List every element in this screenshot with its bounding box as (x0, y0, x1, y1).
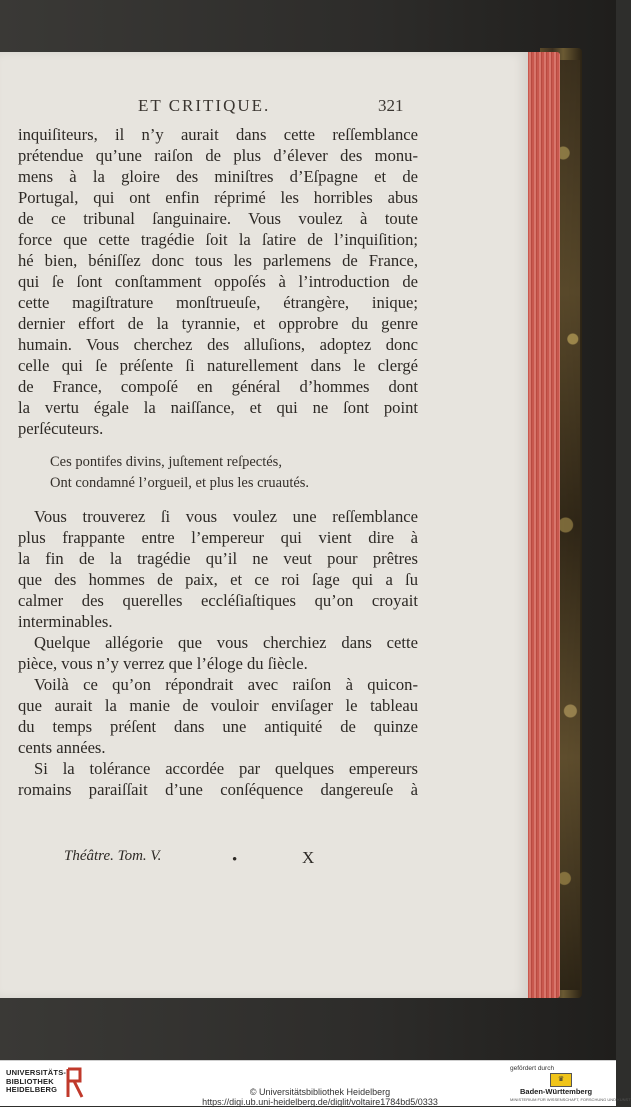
text-line: de France, compoſé en général d’hommes dont (18, 377, 418, 396)
text-line: hé bien, béniſſez donc tous les parlemens de France, (18, 251, 418, 270)
text-line: de ce tribunal ſanguinaire. Vous voulez à toute (18, 209, 418, 228)
footer-title: Théâtre. Tom. V. (64, 848, 162, 864)
ub-emblem-icon (64, 1067, 86, 1099)
text-line: cette magiſtrature monſtrueuſe, étrangère, inique; (18, 293, 418, 312)
text-line: Quelque allégorie que vous cherchiez dans cette (34, 633, 418, 652)
text-line: celle qui ſe préſente ſi naturellement dans le clergé (18, 356, 418, 375)
paragraph-4 (18, 674, 418, 758)
text-line: perſécuteurs. (18, 419, 104, 438)
text-line: que des hommes de paix, et ce roi ſage qui a ſu (18, 570, 418, 589)
text-line: romains paraiſſait d’une conſéquence dangereuſe à (18, 780, 418, 799)
paragraph-3 (18, 632, 418, 674)
funded-by-label: gefördert durch (510, 1065, 555, 1072)
text-line: force que cette tragédie ſoit la ſatire de l’inquiſition; (18, 230, 418, 249)
copyright-info (150, 1087, 490, 1107)
text-line: plus frappante entre l’empereur qui vient dire à (18, 528, 418, 547)
permalink-url[interactable]: https://digi.ub.uni-heidelberg.de/diglit/voltaire1784bd5/0333 (202, 1097, 438, 1107)
paragraph-5 (18, 758, 418, 800)
text-line: la vertu égale la naiſſance, et qui ne ſont point (18, 398, 418, 417)
text-line: mens à la gloire des miniſtres d’Eſpagne et de (18, 167, 418, 186)
verse-line: Ces pontifes divins, juſtement reſpectés, (50, 454, 282, 470)
text-line: prétendue qu’une raiſon de plus d’élever des monu- (18, 146, 418, 165)
text-line: Si la tolérance accordée par quelques empereurs (34, 759, 418, 778)
text-line: pièce, vous n’y verrez que l’éloge du ſiècle. (18, 654, 308, 673)
text-line: Voilà ce qu’on répondrait avec raiſon à quicon- (34, 675, 418, 694)
text-line: dernier effort de la tyrannie, et opprobre du genre (18, 314, 418, 333)
text-line: que aurait la manie de vouloir enviſager le tableau (18, 696, 418, 715)
verse-line: Ont condamné l’orgueil, et plus les cruautés. (50, 475, 310, 491)
text-line: Portugal, qui ont enfin réprimé les horribles abus (18, 188, 418, 207)
coat-of-arms-icon: ♛ (550, 1073, 572, 1087)
text-line: humain. Vous cherchez des alluſions, adoptez donc (18, 335, 418, 354)
text-line: inquiſiteurs, il n’y aurait dans cette reſſemblance (18, 125, 418, 144)
text-line: calmer des querelles eccléſiaſtiques qu’on croyait (18, 591, 418, 610)
funder-subtitle: MINISTERIUM FÜR WISSENSCHAFT, FORSCHUNG UND KUNST (510, 1097, 631, 1102)
running-head: ET CRITIQUE. (138, 96, 271, 115)
logo-line: UNIVERSITÄTS- (6, 1068, 67, 1077)
funder-name: Baden-Württemberg (520, 1087, 593, 1096)
paragraph-1 (18, 124, 418, 439)
text-line: cents années. (18, 738, 106, 757)
verse-quote (50, 452, 418, 494)
page-footer (64, 848, 334, 868)
signature-mark: X (302, 848, 315, 867)
logo-line: BIBLIOTHEK (6, 1076, 54, 1086)
funder-logo[interactable] (500, 1063, 631, 1105)
text-line: du temps préſent dans une antiquité de quinze (18, 717, 418, 736)
body-text (18, 124, 418, 800)
text-line: interminables. (18, 612, 113, 631)
text-line: qui ſe ſont conſtamment oppoſés à l’introduction de (18, 272, 418, 291)
page-number: 321 (378, 96, 404, 115)
footer-dot: • (232, 852, 238, 868)
text-line: Vous trouverez ſi vous voulez une reſſemblance (34, 507, 418, 526)
text-line: la fin de la tragédie qu’il ne veut pour prêtres (18, 549, 418, 568)
copyright-text: © Universitätsbibliothek Heidelberg (249, 1087, 391, 1097)
paragraph-2 (18, 506, 418, 632)
logo-line: HEIDELBERG (6, 1085, 58, 1094)
viewer-footer-bar (0, 1060, 631, 1107)
